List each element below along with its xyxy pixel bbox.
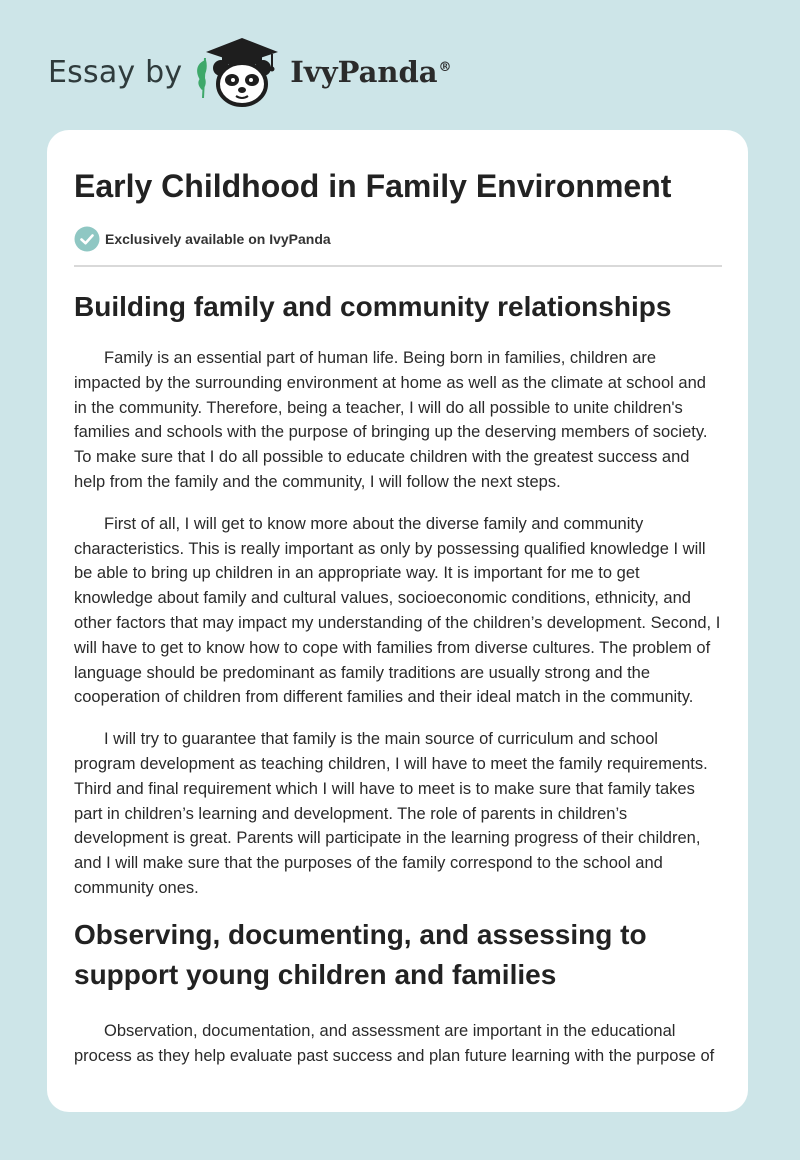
exclusive-label: Exclusively available on IvyPanda [105,231,331,247]
essay-title: Early Childhood in Family Environment [74,168,672,204]
paragraph: Family is an essential part of human life. Being born in families, children are impacted by the surrounding environment at home as well as the climate at school and in the community. Therefore, being a teacher, I will do all possible to unite children's families and schools with the purpose of bringing up the deserving members of society. To make sure that I do all possible to educate children with the greatest success and help from the family and the community, I will follow the next steps. [74,349,708,491]
paragraph: Observation, documentation, and assessment are important in the educational process as they help evaluate past success and plan future learning with the purpose of [74,1021,715,1065]
essay-by-label: Essay by [48,54,183,90]
paragraph: I will try to guarantee that family is the main source of curriculum and school program development as teaching children, I will have to meet the family requirements. Third and final requirement which I will have to meet is to make sure that family takes part in children’s learning and development. The role of parents in children’s development is great. Parents will participate in the learning progress of their children, and I will make sure that the purposes of the family correspond to the school and community ones. [74,730,708,897]
exclusive-badge [74,226,722,252]
panda-logo-icon[interactable] [192,36,284,108]
paragraph: First of all, I will get to know more about the diverse family and community characteristics. This is really important as only by possessing qualified knowledge I will be able to bring up children in an appropriate way. It is important for me to get knowledge about family and cultural values, socioeconomic conditions, ethnicity, and other factors that may impact my understanding of the children’s development. Second, I will have to get to know how to cope with families from diverse cultures. The problem of language should be predominant as family traditions are usually strong and the cooperation of children from different families and their ideal match in the community. [74,514,721,707]
ivypanda-wordmark[interactable]: IvyPanda® [290,55,452,89]
divider [74,265,722,267]
brand-header [48,36,452,108]
section-heading: Observing, documenting, and assessing to support young children and families [74,918,647,990]
section-heading: Building family and community relationships [74,291,672,322]
essay-card [47,130,748,1112]
check-circle-icon [74,226,100,252]
